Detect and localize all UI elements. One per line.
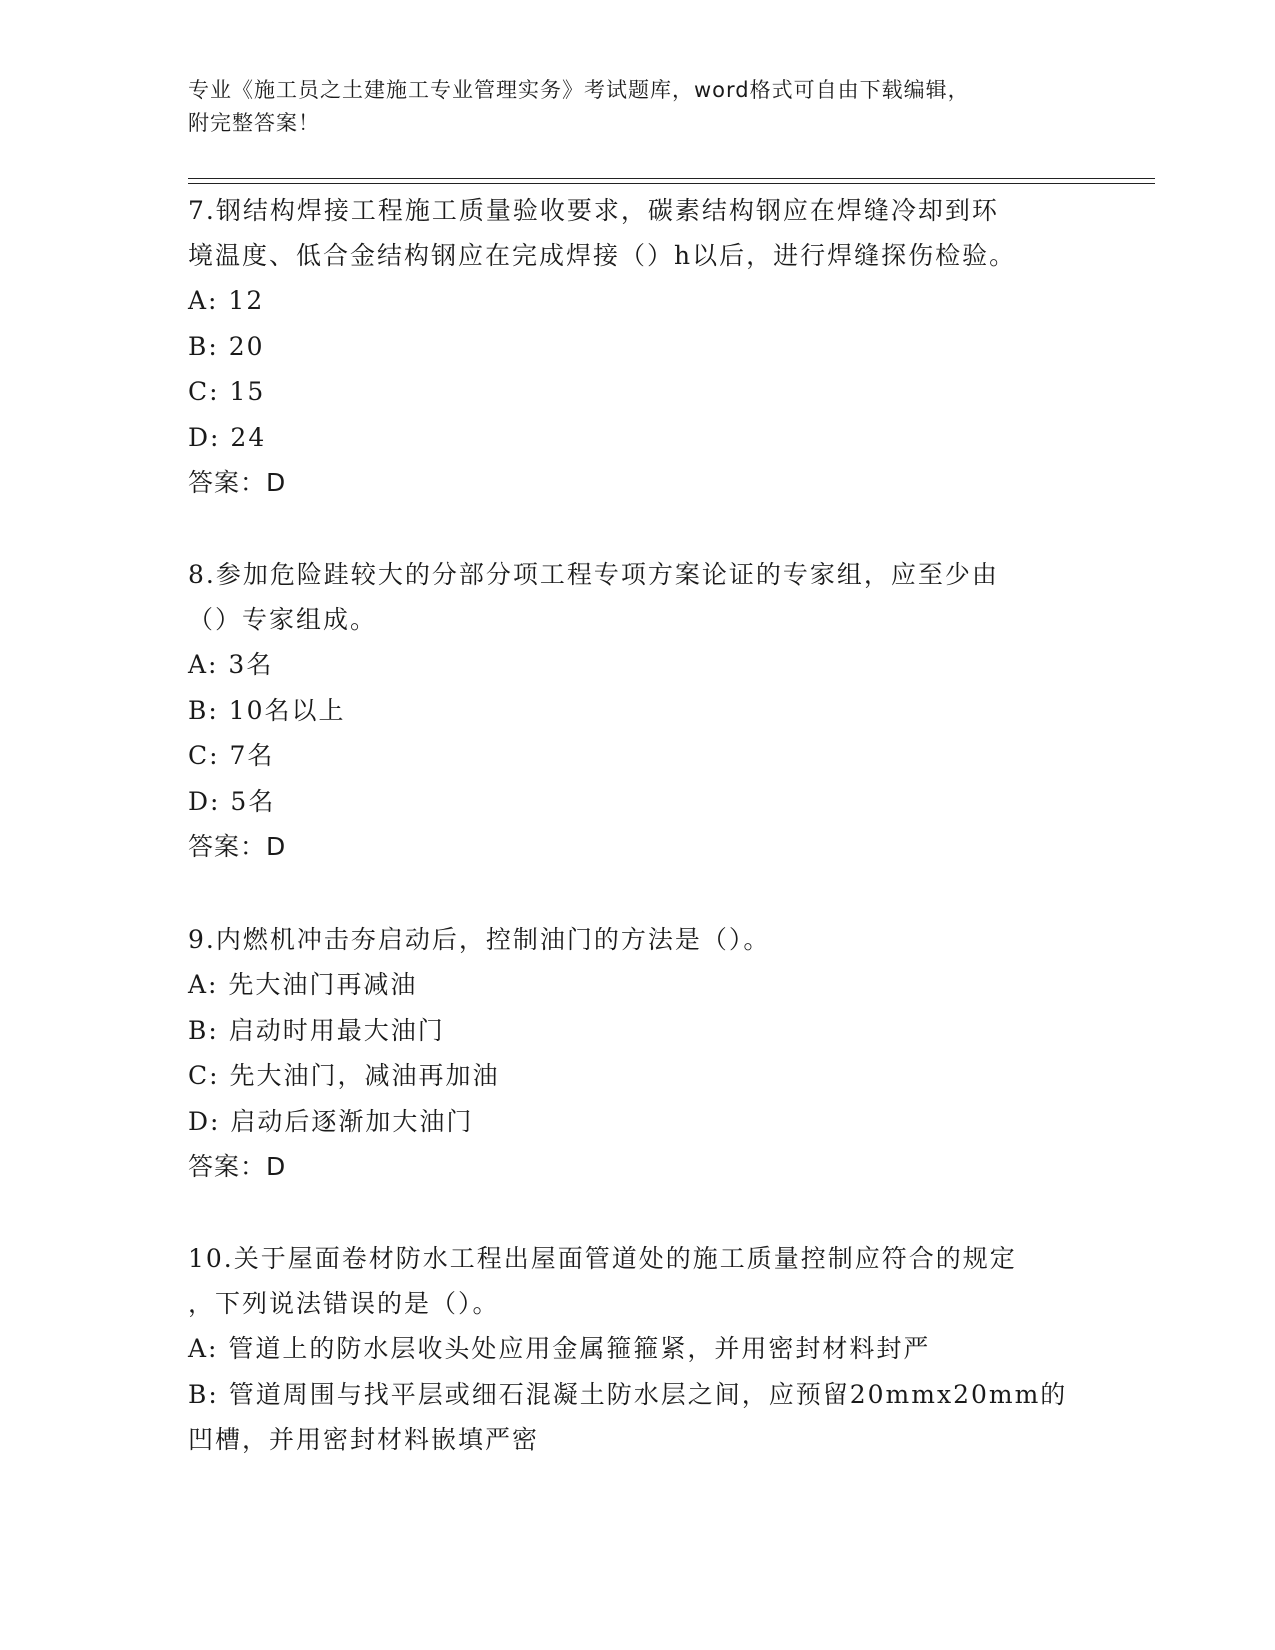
header-divider-top — [188, 178, 1155, 179]
question-stem — [188, 188, 1088, 278]
option-c: C: 15 — [188, 377, 266, 406]
answer-line: 答案：D — [188, 468, 287, 497]
option-b: B: 管道周围与找平层或细石混凝土防水层之间，应预留20mmx20mm的 — [188, 1379, 1068, 1409]
option-b: B: 10名以上 — [188, 695, 346, 725]
question-9 — [188, 917, 1088, 1189]
question-stem — [188, 552, 1088, 642]
option-d: D: 24 — [188, 422, 267, 452]
option-a: A: 3名 — [188, 650, 274, 679]
document-header — [188, 74, 1068, 140]
option-d: D: 5名 — [188, 786, 276, 816]
option-b-continued: 凹槽，并用密封材料嵌填严密 — [188, 1425, 540, 1454]
question-stem-line: 7.钢结构焊接工程施工质量验收要求，碳素结构钢应在焊缝冷却到环 — [188, 196, 999, 225]
header-line-2: 附完整答案！ — [188, 111, 320, 135]
option-b: B: 启动时用最大油门 — [188, 1015, 445, 1045]
question-10 — [188, 1236, 1088, 1463]
option-a: A: 先大油门再减油 — [188, 970, 418, 999]
question-stem — [188, 1236, 1088, 1326]
question-stem-line: 9.内燃机冲击夯启动后，控制油门的方法是（）。 — [188, 925, 771, 954]
header-divider-bottom — [188, 183, 1155, 184]
option-c: C: 7名 — [188, 741, 275, 770]
question-stem-line: 境温度、低合金结构钢应在完成焊接（）h以后，进行焊缝探伤检验。 — [188, 241, 1017, 270]
question-stem-line: （）专家组成。 — [188, 605, 378, 634]
option-a: A: 管道上的防水层收头处应用金属箍箍紧，并用密封材料封严 — [188, 1334, 931, 1363]
answer-line: 答案：D — [188, 1152, 287, 1181]
option-b: B: 20 — [188, 331, 265, 361]
question-stem-line: ，下列说法错误的是（）。 — [188, 1289, 500, 1318]
question-7 — [188, 188, 1088, 505]
question-8 — [188, 552, 1088, 869]
answer-line: 答案：D — [188, 832, 287, 861]
question-stem — [188, 917, 1088, 962]
header-line-1: 专业《施工员之土建施工专业管理实务》考试题库，word格式可自由下载编辑， — [188, 78, 970, 102]
option-d: D: 启动后逐渐加大油门 — [188, 1106, 474, 1136]
question-stem-line: 8.参加危险跬较大的分部分项工程专项方案论证的专家组，应至少由 — [188, 560, 999, 589]
question-stem-line: 10.关于屋面卷材防水工程出屋面管道处的施工质量控制应符合的规定 — [188, 1244, 1017, 1273]
option-c: C: 先大油门，减油再加油 — [188, 1061, 500, 1090]
option-a: A: 12 — [188, 286, 265, 315]
